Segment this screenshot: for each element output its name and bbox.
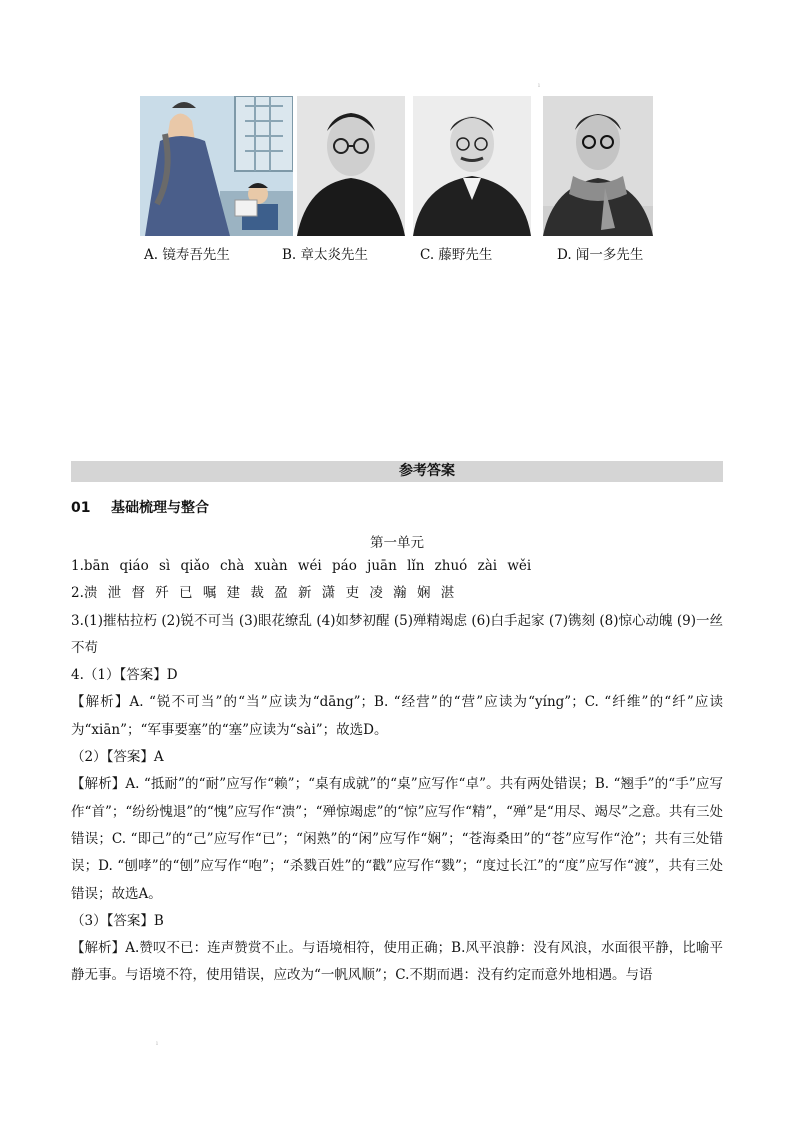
analysis-3: 【解析】A.赞叹不已：连声赞赏不止。与语境相符，使用正确；B.风平浪静：没有风浪，水面很平静，比喻平静无事。与语境不符，使用错误，应改为“一帆风顺”；C.不期而遇：没有约定而意外地相遇。与语: [71, 940, 723, 984]
answer-line-3: 3.(1)摧枯拉朽 (2)锐不可当 (3)眼花缭乱 (4)如梦初醒 (5)殚精竭虑 (6)白手起家 (7)镌刻 (8)惊心动魄 (9)一丝不苟: [71, 612, 723, 656]
portrait-man-glasses: [297, 96, 405, 236]
scan-mark-bottom: ı: [156, 1040, 158, 1047]
answer-line-2: 2.溃 泄 督 歼 已 嘱 建 裁 盈 新 潇 吏 凌 瀚 娴 湛: [71, 585, 455, 602]
analysis-2: 【解析】A. “抵耐”的“耐”应写作“赖”；“桌有成就”的“桌”应写作“卓”。共有两处错误；B. “翘手”的“手”应写作“首”；“纷纷愧退”的“愧”应写作“溃”；“殚惊竭虑”的“惊”应写作“精”，“殚”是“用尽、竭尽”之意。共有三处错误；C. “即己”的“己”应写作“已”；“闲熟”的“闲”应写作“娴”；“苍海桑田”的“苍”应写作“沧”；共有三处错误；D. “刨哮”的“刨”应写作“咆”；“杀戮百姓”的“戳”应写作“戮”；“度过长江”的“度”应写作“渡”，共有三处错误；故选A。: [71, 776, 723, 902]
unit-title: 第一单元: [370, 535, 424, 551]
portrait-man-scarf: [543, 96, 653, 236]
answer-line-6: （3）【答案】B: [71, 912, 164, 929]
answer-banner: [71, 461, 723, 482]
portrait-row: [140, 96, 660, 236]
portrait-man-suit: [413, 96, 531, 236]
answer-banner-title: 参考答案: [399, 463, 455, 479]
caption-b: B. 章太炎先生: [282, 247, 369, 263]
portrait-captions: [0, 243, 794, 263]
answer-body: [71, 553, 723, 990]
caption-c: C. 藤野先生: [420, 247, 493, 263]
section-title: 基础梳理与整合: [111, 500, 209, 516]
answer-line-5: （2）【答案】A: [71, 749, 164, 766]
scan-mark-top: ı: [538, 82, 540, 89]
illustration-elder-and-child: [140, 96, 293, 236]
answer-line-4: 4.（1）【答案】D: [71, 667, 178, 684]
section-heading: [71, 497, 209, 517]
caption-a: A. 镜寿吾先生: [144, 247, 230, 263]
answer-line-1: 1.bān qiáo sì qiǎo chà xuàn wéi páo juān lǐn zhuó zài wěi: [71, 558, 532, 574]
section-number: 01: [71, 500, 91, 516]
caption-d: D. 闻一多先生: [557, 247, 644, 263]
analysis-1: 【解析】A. “锐不可当”的“当”应读为“dāng”；B. “经营”的“营”应读为“yíng”；C. “纤维”的“纤”应读为“xiān”；“军事要塞”的“塞”应读为“sài”；故选D。: [71, 694, 723, 738]
